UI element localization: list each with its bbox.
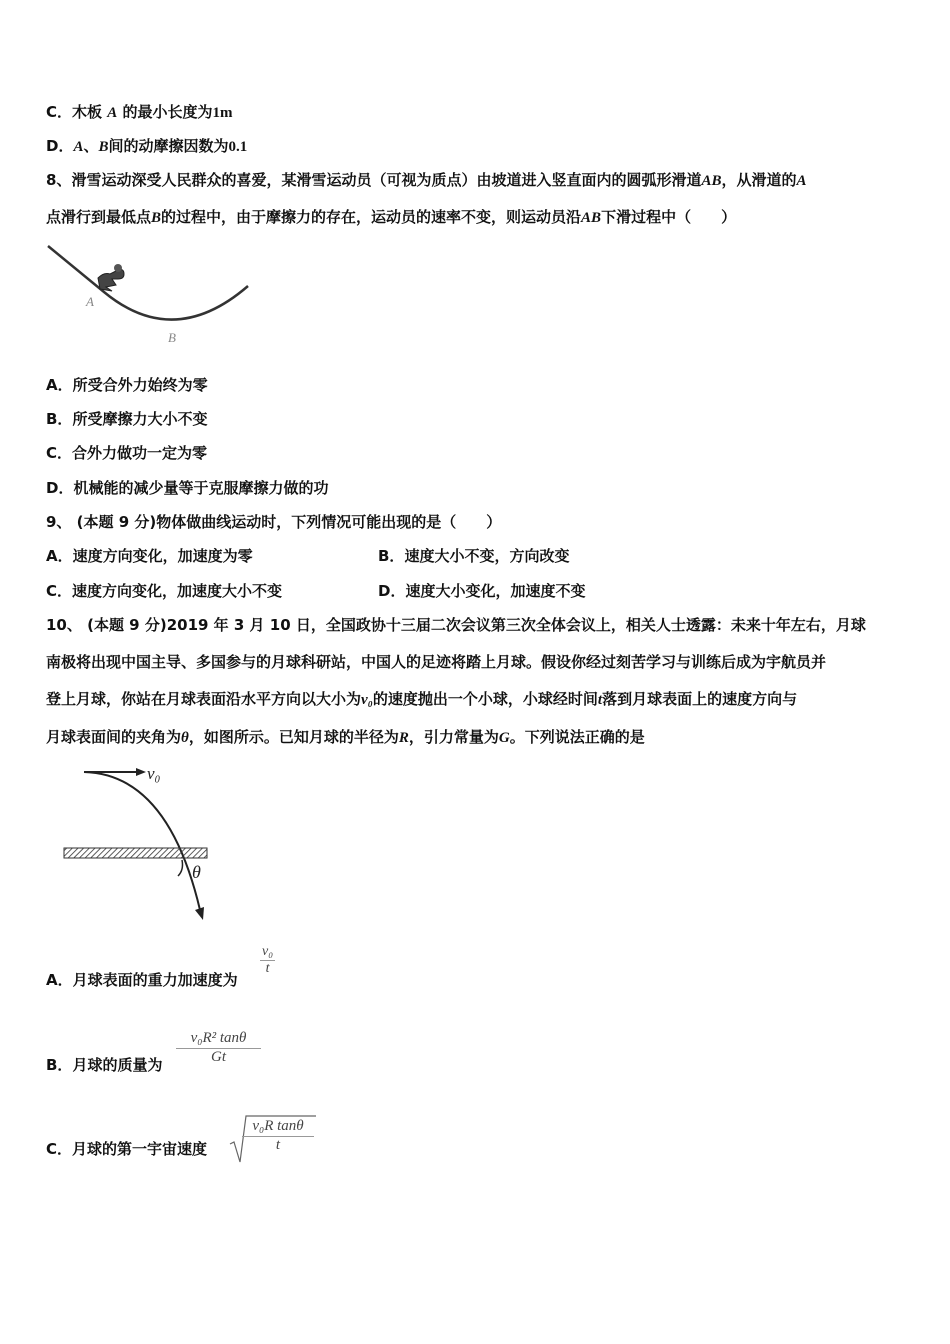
q10-stem-line4: 月球表面间的夹角为θ，如图所示。已知月球的半径为R，引力常量为G。下列说法正确的是	[46, 728, 645, 746]
point-b-label: B	[168, 330, 176, 345]
option-c-prev: C．木板 A 的最小长度为1m	[46, 103, 233, 121]
slope-track	[48, 246, 248, 320]
q9-option-a: A．速度方向变化，加速度为零	[46, 547, 253, 565]
point-a-label: A	[86, 294, 94, 309]
fraction-b-num: v₀R² tanθ	[176, 1030, 261, 1049]
q10-option-c: C．月球的第一宇宙速度	[46, 1140, 208, 1158]
q10-stem-line1: 10、 (本题 9 分)2019 年 3 月 10 日，全国政协十三届二次会议第三次全体会议上，相关人士透露：未来十年左右，月球	[46, 616, 866, 634]
fraction-c-den: t	[275, 1137, 281, 1153]
q8-stem-line2: 点滑行到最低点B的过程中，由于摩擦力的存在，运动员的速率不变，则运动员沿AB下滑过程中（ ）	[46, 208, 737, 226]
q8-option-b: B．所受摩擦力大小不变	[46, 410, 208, 428]
q8-option-a: A．所受合外力始终为零	[46, 376, 208, 394]
fraction-c	[242, 1118, 314, 1154]
q10-option-a: A．月球表面的重力加速度为	[46, 971, 238, 989]
q8-stem-line1: 8、滑雪运动深受人民群众的喜爱，某滑雪运动员（可视为质点）由坡道进入竖直面内的圆弧形滑道AB，从滑道的A	[46, 171, 807, 189]
projectile-figure	[58, 760, 238, 930]
q8-option-c: C．合外力做功一定为零	[46, 444, 208, 462]
q10-stem-line2: 南极将出现中国主导、多国参与的月球科研站，中国人的足迹将踏上月球。假设你经过刻苦学习与训练后成为宇航员并	[46, 653, 827, 671]
q9-option-c: C．速度方向变化，加速度大小不变	[46, 582, 283, 600]
q10-option-b: B．月球的质量为	[46, 1056, 163, 1074]
v0-label: v₀	[147, 764, 161, 783]
moon-surface	[64, 848, 207, 858]
q9-option-d: D．速度大小变化，加速度不变	[378, 582, 586, 600]
ski-slope-figure	[44, 240, 254, 350]
q9-stem: 9、 (本题 9 分)物体做曲线运动时，下列情况可能出现的是（ ）	[46, 513, 502, 531]
q8-option-d: D．机械能的减少量等于克服摩擦力做的功	[46, 479, 329, 497]
fraction-c-num: v₀R tanθ	[242, 1118, 314, 1137]
q9-option-b: B．速度大小不变，方向改变	[378, 547, 570, 565]
skier-icon	[98, 270, 124, 292]
option-d-prev: D．A、B间的动摩擦因数为0.1	[46, 137, 248, 155]
theta-label: θ	[192, 862, 201, 882]
fraction-b-den: Gt	[211, 1049, 226, 1065]
fraction-a-den: t	[265, 961, 270, 976]
q10-stem-line3: 登上月球，你站在月球表面沿水平方向以大小为v₀的速度抛出一个小球，小球经时间t落到月球表面上的速度方向与	[46, 690, 798, 708]
trajectory	[84, 772, 200, 910]
fraction-b	[176, 1030, 261, 1066]
fraction-a-num: v₀	[262, 944, 274, 959]
fraction-a	[260, 944, 275, 977]
angle-arc	[178, 860, 183, 876]
